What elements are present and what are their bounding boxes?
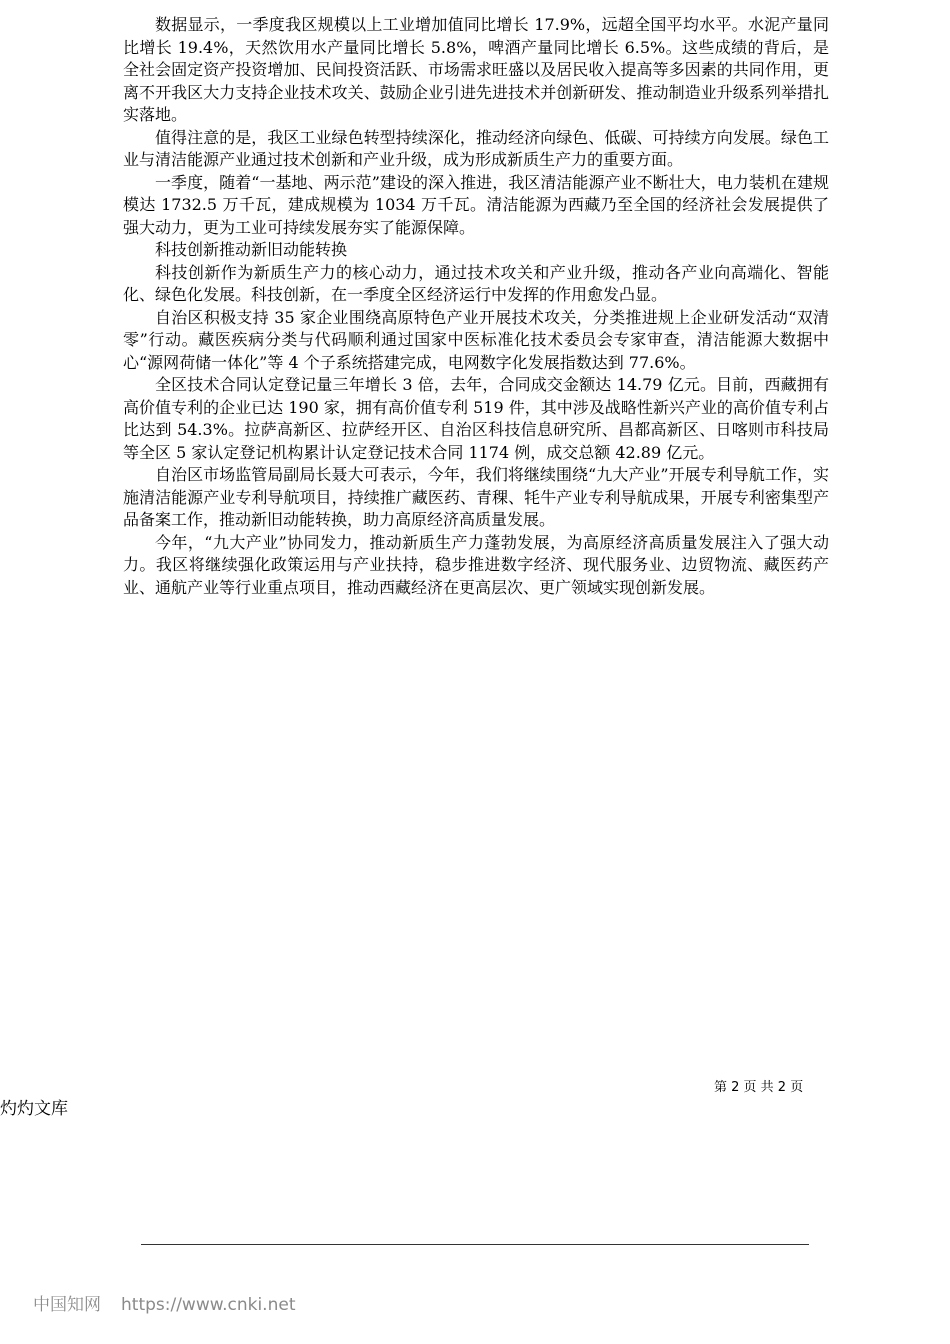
paragraph: 今年，“九大产业”协同发力，推动新质生产力蓬勃发展，为高原经济高质量发展注入了强大动力。我区将继续强化政策运用与产业扶持，稳步推进数字经济、现代服务业、边贸物流、藏医药产业、通航产业等行业重点项目，推动西藏经济在更高层次、更广领域实现创新发展。 — [123, 532, 829, 597]
paragraph: 值得注意的是，我区工业绿色转型持续深化，推动经济向绿色、低碳、可持续方向发展。绿色工业与清洁能源产业通过技术创新和产业升级，成为形成新质生产力的重要方面。 — [123, 127, 829, 169]
watermark-label: 灼灼文库 — [0, 1099, 68, 1119]
footer-site-url[interactable]: https://www.cnki.net — [121, 1295, 296, 1315]
paragraph: 自治区市场监管局副局长聂大可表示，今年，我们将继续围绕“九大产业”开展专利导航工作，实施清洁能源产业专利导航项目，持续推广藏医药、青稞、牦牛产业专利导航成果，开展专利密集型产品备案工作，推动新旧动能转换，助力高原经济高质量发展。 — [123, 465, 829, 529]
paragraph: 数据显示，一季度我区规模以上工业增加值同比增长 17.9%，远超全国平均水平。水泥产量同比增长 19.4%，天然饮用水产量同比增长 5.8%，啤酒产量同比增长 6.5%。这些成绩的背后，是全社会固定资产投资增加、民间投资活跃、市场需求旺盛以及居民收入提高等多因素的共同作用，更离不开我区大力支持企业技术攻关、鼓励企业引进先进技术并创新研发、推动制造业升级系列举措扎实落地。 — [123, 15, 829, 124]
footer-source — [33, 1294, 295, 1316]
paragraph: 全区技术合同认定登记量三年增长 3 倍，去年，合同成交金额达 14.79 亿元。目前，西藏拥有高价值专利的企业已达 190 家，拥有高价值专利 519 件，其中涉及战略性新兴产业的高价值专利占比达到 54.3%。拉萨高新区、拉萨经开区、自治区科技信息研究所、昌都高新区、日喀则市科技局等全区 5 家认定登记机构累计认定登记技术合同 1174 例，成交总额 42.89 亿元。 — [123, 375, 829, 462]
section-heading: 科技创新推动新旧动能转换 — [155, 240, 348, 259]
footer-divider — [141, 1244, 809, 1245]
footer-site-name: 中国知网 — [33, 1295, 101, 1315]
article-body — [123, 14, 829, 599]
paragraph: 自治区积极支持 35 家企业围绕高原特色产业开展技术攻关，分类推进规上企业研发活动“双清零”行动。藏医疾病分类与代码顺利通过国家中医标准化技术委员会专家审查，清洁能源大数据中心“源网荷储一体化”等 4 个子系统搭建完成，电网数字化发展指数达到 77.6%。 — [123, 307, 829, 372]
page-number: 第 2 页 共 2 页 — [714, 1080, 804, 1095]
paragraph: 科技创新作为新质生产力的核心动力，通过技术攻关和产业升级，推动各产业向高端化、智能化、绿色化发展。科技创新，在一季度全区经济运行中发挥的作用愈发凸显。 — [123, 262, 829, 304]
paragraph: 一季度，随着“一基地、两示范”建设的深入推进，我区清洁能源产业不断壮大，电力装机在建规模达 1732.5 万千瓦，建成规模为 1034 万千瓦。清洁能源为西藏乃至全国的经济社会发展提供了强大动力，更为工业可持续发展夯实了能源保障。 — [123, 172, 829, 237]
